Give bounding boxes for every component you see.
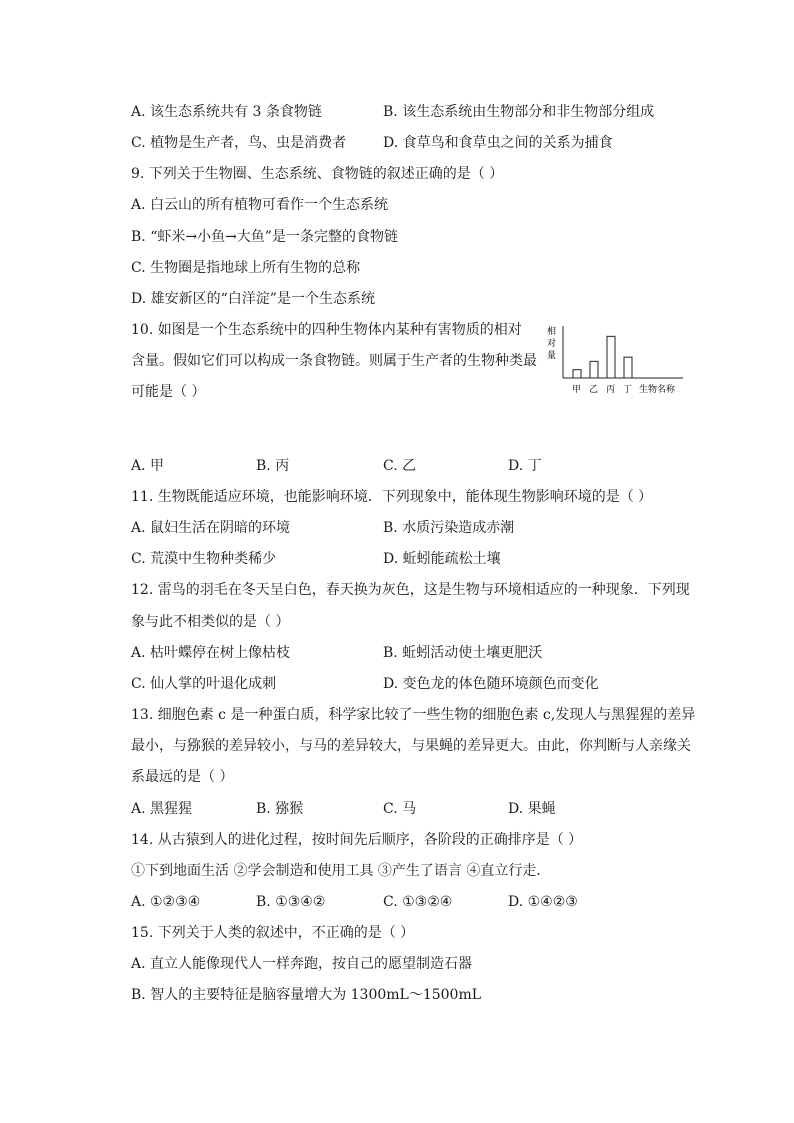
q10-option-a: A. 甲 bbox=[131, 458, 165, 474]
bar-0 bbox=[573, 370, 581, 378]
q14-stem: 14. 从古猿到人的进化过程，按时间先后顺序，各阶段的正确排序是（ ） bbox=[131, 832, 583, 848]
x-tick-label-1: 乙 bbox=[589, 385, 599, 395]
q8-option-b: B. 该生态系统由生物部分和非生物部分组成 bbox=[383, 104, 655, 120]
q11-option-d: D. 蚯蚓能疏松土壤 bbox=[383, 551, 501, 567]
q13-stem-line3: 系最远的是（ ） bbox=[131, 769, 234, 785]
q10-option-d: D. 丁 bbox=[508, 458, 542, 474]
toxin-bar-chart bbox=[543, 320, 693, 398]
q12-option-d: D. 变色龙的体色随环境颜色而变化 bbox=[383, 676, 599, 692]
q13-stem-line2: 最小，与猕猴的差异较小，与马的差异较大，与果蝇的差异更大。由此，你判断与人亲缘关 bbox=[131, 738, 691, 754]
q14-option-d: D. ①④②③ bbox=[508, 894, 578, 910]
q8-option-c: C. 植物是生产者，鸟、虫是消费者 bbox=[131, 135, 347, 151]
q10-stem-line2: 含量。假如它们可以构成一条食物链。则属于生产者的生物种类最 bbox=[131, 353, 537, 369]
q10-option-c: C. 乙 bbox=[383, 458, 417, 474]
q12-option-a: A. 枯叶蝶停在树上像枯枝 bbox=[131, 645, 291, 661]
x-tick-label-3: 丁 bbox=[623, 385, 633, 395]
q13-stem-line1: 13. 细胞色素 c 是一种蛋白质，科学家比较了一些生物的细胞色素 c,发现人与黑猩猩的差异 bbox=[131, 707, 696, 723]
q9-stem: 9. 下列关于生物圈、生态系统、食物链的叙述正确的是（ ） bbox=[131, 166, 504, 182]
q14-items: ①下到地面生活 ②学会制造和使用工具 ③产生了语言 ④直立行走． bbox=[131, 863, 551, 879]
q11-option-c: C. 荒漠中生物种类稀少 bbox=[131, 551, 277, 567]
q10-stem-line3: 可能是（ ） bbox=[131, 384, 206, 400]
q14-option-b: B. ①③④② bbox=[256, 894, 326, 910]
q13-option-b: B. 猕猴 bbox=[256, 801, 304, 817]
y-axis-label-3: 量 bbox=[547, 351, 557, 361]
q11-option-a: A. 鼠妇生活在阴暗的环境 bbox=[131, 520, 291, 536]
bar-2 bbox=[607, 336, 615, 378]
bar-3 bbox=[624, 357, 632, 378]
q15-option-b: B. 智人的主要特征是脑容量增大为 1300mL～1500mL bbox=[131, 987, 482, 1003]
x-tick-label-0: 甲 bbox=[572, 385, 582, 395]
q15-stem: 15. 下列关于人类的叙述中，不正确的是（ ） bbox=[131, 925, 415, 941]
y-axis-label-1: 相 bbox=[547, 327, 557, 337]
q12-stem-line2: 象与此不相类似的是（ ） bbox=[131, 614, 290, 630]
q12-option-c: C. 仙人掌的叶退化成刺 bbox=[131, 676, 277, 692]
q14-option-a: A. ①②③④ bbox=[131, 894, 201, 910]
x-axis-label: 生物名称 bbox=[639, 385, 676, 395]
bar-1 bbox=[590, 361, 598, 378]
q10-stem-line1: 10. 如图是一个生态系统中的四种生物体内某种有害物质的相对 bbox=[131, 322, 522, 338]
y-axis-label-2: 对 bbox=[547, 339, 557, 349]
q12-stem-line1: 12. 雷鸟的羽毛在冬天呈白色，春天换为灰色，这是生物与环境相适应的一种现象．下列现 bbox=[131, 582, 690, 598]
q9-option-b: B. “虾米→小鱼→大鱼”是一条完整的食物链 bbox=[131, 229, 398, 245]
q14-option-c: C. ①③②④ bbox=[383, 894, 453, 910]
q8-option-d: D. 食草鸟和食草虫之间的关系为捕食 bbox=[383, 135, 613, 151]
q13-option-a: A. 黑猩猩 bbox=[131, 801, 193, 817]
q12-option-b: B. 蚯蚓活动使土壤更肥沃 bbox=[383, 645, 543, 661]
q9-option-a: A. 白云山的所有植物可看作一个生态系统 bbox=[131, 197, 389, 213]
q11-option-b: B. 水质污染造成赤潮 bbox=[383, 520, 515, 536]
q8-option-a: A. 该生态系统共有 3 条食物链 bbox=[131, 104, 322, 120]
q9-option-d: D. 雄安新区的“白洋淀”是一个生态系统 bbox=[131, 291, 375, 307]
q10-option-b: B. 丙 bbox=[256, 458, 290, 474]
q15-option-a: A. 直立人能像现代人一样奔跑，按自己的愿望制造石器 bbox=[131, 956, 473, 972]
q13-option-d: D. 果蝇 bbox=[508, 801, 556, 817]
q9-option-c: C. 生物圈是指地球上所有生物的总称 bbox=[131, 260, 361, 276]
q11-stem: 11. 生物既能适应环境，也能影响环境．下列现象中，能体现生物影响环境的是（ ） bbox=[131, 489, 653, 505]
x-tick-label-2: 丙 bbox=[606, 385, 616, 395]
q13-option-c: C. 马 bbox=[383, 801, 417, 817]
